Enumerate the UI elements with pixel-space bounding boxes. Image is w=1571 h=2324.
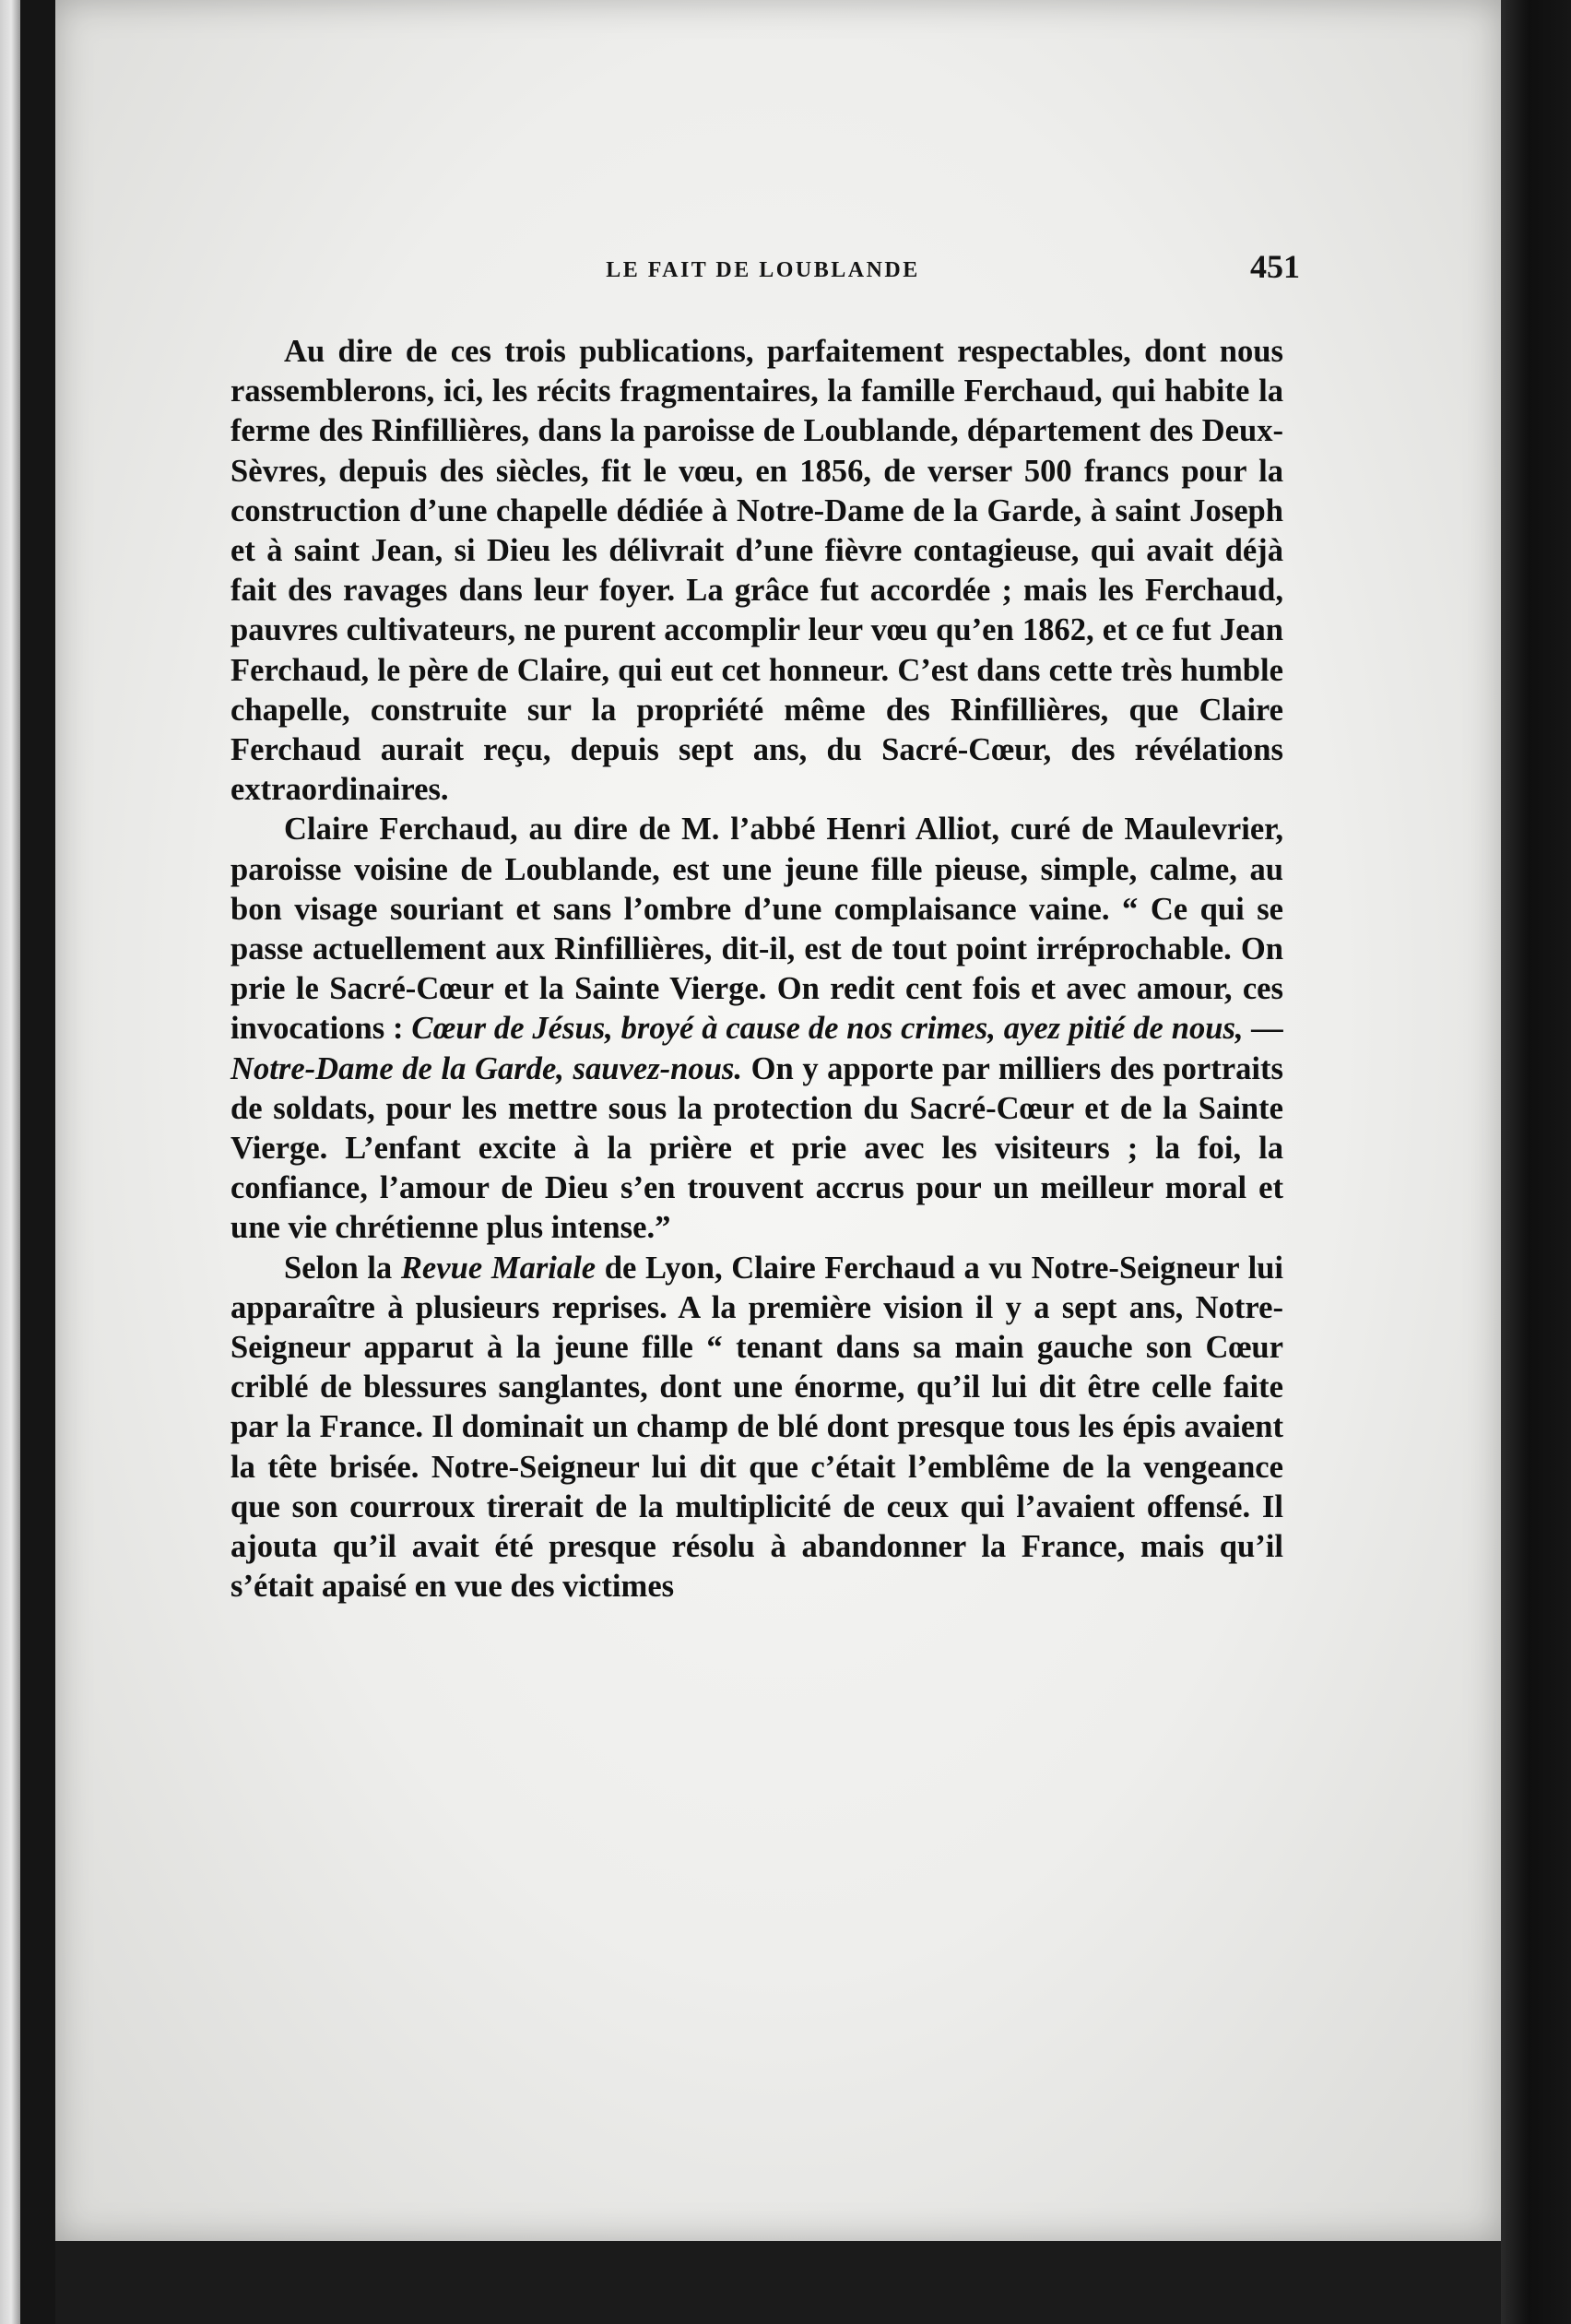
paragraph bbox=[230, 1249, 1283, 1607]
italic-text: Cœur de Jésus, broyé à cause de nos crimes, ayez pitié de nous, — Notre-Dame de la Garde, sauvez-nous. bbox=[230, 1011, 1283, 1086]
page-number: 451 bbox=[1250, 248, 1300, 285]
italic-text: Revue Mariale bbox=[400, 1250, 597, 1286]
paragraph-text: Claire Ferchaud, au dire de M. l’abbé Henri Alliot, curé de Maulevrier, paroisse voisine de Loublande, est une jeune fille pieuse, simple, calme, au bon visage souriant et sans l’ombre d’une complaisance vaine. “ Ce qui se passe actuellement aux Rinfillières, dit-il, est de tout point irréprochable. On prie le Sacré-Cœur et la Sainte Vierge. On redit cent fois et avec amour, ces invocations : bbox=[230, 812, 1283, 1047]
paragraph bbox=[230, 810, 1283, 1248]
paragraph bbox=[230, 332, 1283, 810]
running-head bbox=[226, 247, 1300, 302]
facing-page-edge bbox=[0, 0, 20, 2324]
scan-border-right bbox=[1501, 0, 1571, 2324]
scan-border-bottom bbox=[55, 2241, 1501, 2324]
running-title: LE FAIT DE LOUBLANDE bbox=[606, 258, 920, 282]
book-gutter bbox=[20, 0, 55, 2324]
paragraph-text: Au dire de ces trois publications, parfaitement respectables, dont nous rassemblerons, ici, les récits fragmentaires, la famille Ferchaud, qui habite la ferme des Rinfillières, dans la paroisse de Loublande, département des Deux-Sèvres, depuis des siècles, fit le vœu, en 1856, de verser 500 francs pour la construction d’une chapelle dédiée à Notre-Dame de la Garde, à saint Joseph et à saint Jean, si Dieu les délivrait d’une fièvre contagieuse, qui avait déjà fait des ravages dans leur foyer. La grâce fut accordée ; mais les Ferchaud, pauvres cultivateurs, ne purent accomplir leur vœu qu’en 1862, et ce fut Jean Ferchaud, le père de Claire, qui eut cet honneur. C’est dans cette très humble chapelle, construite sur la propriété même des Rinfillières, que Claire Ferchaud aurait reçu, depuis sept ans, du Sacré-Cœur, des révélations extraordinaires. bbox=[230, 334, 1283, 808]
body-text bbox=[230, 332, 1283, 1607]
paragraph-text: Selon la bbox=[284, 1250, 401, 1286]
paragraph-text: On y apporte par milliers des portraits de soldats, pour les mettre sous la protection du Sacré-Cœur et de la Sainte Vierge. L’enfant excite à la prière et prie avec les visiteurs ; la foi, la confiance, l’amour de Dieu s’en trouvent accrus pour un meilleur moral et une vie chrétienne plus intense.” bbox=[230, 1050, 1283, 1246]
paragraph-text: de Lyon, Claire Ferchaud a vu Notre-Seigneur lui apparaître à plusieurs reprises. A la première vision il y a sept ans, Notre-Seigneur apparut à la jeune fille “ tenant dans sa main gauche son Cœur criblé de blessures sanglantes, dont une énorme, qu’il lui dit être celle faite par la France. Il dominait un champ de blé dont presque tous les épis avaient la tête brisée. Notre-Seigneur lui dit que c’était l’emblême de la vengeance que son courroux tirerait de la multiplicité de ceux qui l’avaient offensé. Il ajouta qu’il avait été presque résolu à abandonner la France, mais qu’il s’était apaisé en vue des victimes bbox=[230, 1250, 1284, 1605]
